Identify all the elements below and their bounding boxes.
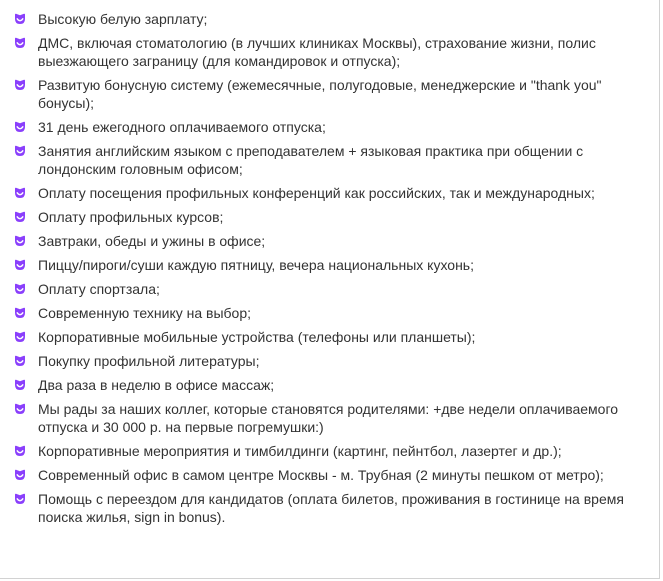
benefit-item — [0, 304, 640, 322]
benefit-text: Современный офис в самом центре Москвы - м. Трубная (2 минуты пешком от метро); — [38, 467, 604, 483]
benefit-item — [0, 328, 640, 346]
benefit-item — [0, 184, 640, 202]
benefit-text: Занятия английским языком с преподавателем + языковая практика при общении с лондонским головным офисом; — [38, 143, 584, 177]
smile-icon — [14, 493, 26, 505]
smile-icon — [14, 211, 26, 223]
benefit-item — [0, 400, 640, 436]
benefit-text: Помощь с переездом для кандидатов (оплата билетов, проживания в гостинице на время поиска жилья, sign in bonus). — [38, 491, 624, 525]
benefit-item — [0, 442, 640, 460]
benefit-item — [0, 232, 640, 250]
smile-icon — [14, 445, 26, 457]
benefit-item — [0, 376, 640, 394]
benefit-text: Корпоративные мобильные устройства (телефоны или планшеты); — [38, 329, 476, 345]
benefit-item — [0, 118, 640, 136]
benefit-text: Современную технику на выбор; — [38, 305, 252, 321]
benefit-text: Покупку профильной литературы; — [38, 353, 260, 369]
benefit-text: Пиццу/пироги/суши каждую пятницу, вечера национальных кухонь; — [38, 257, 474, 273]
smile-icon — [14, 121, 26, 133]
smile-icon — [14, 37, 26, 49]
smile-icon — [14, 187, 26, 199]
smile-icon — [14, 379, 26, 391]
benefit-text: 31 день ежегодного оплачиваемого отпуска; — [38, 119, 326, 135]
smile-icon — [14, 259, 26, 271]
smile-icon — [14, 469, 26, 481]
smile-icon — [14, 331, 26, 343]
smile-icon — [14, 145, 26, 157]
benefit-text: Высокую белую зарплату; — [38, 11, 208, 27]
benefit-item — [0, 490, 640, 526]
benefit-text: Корпоративные мероприятия и тимбилдинги (картинг, пейнтбол, лазертег и др.); — [38, 443, 562, 459]
benefit-item — [0, 208, 640, 226]
benefit-text: Развитую бонусную систему (ежемесячные, полугодовые, менеджерские и "thank you" бонусы); — [38, 77, 602, 111]
benefit-text: Оплату посещения профильных конференций как российских, так и международных; — [38, 185, 595, 201]
smile-icon — [14, 403, 26, 415]
benefit-item — [0, 466, 640, 484]
benefit-item — [0, 10, 640, 28]
smile-icon — [14, 235, 26, 247]
smile-icon — [14, 13, 26, 25]
benefit-text: Мы рады за наших коллег, которые становятся родителями: +две недели оплачиваемого отпуска и 30 000 р. на первые погремушки:) — [38, 401, 619, 435]
benefit-text: Два раза в неделю в офисе массаж; — [38, 377, 275, 393]
benefit-item — [0, 352, 640, 370]
benefit-item — [0, 34, 640, 70]
benefit-item — [0, 76, 640, 112]
smile-icon — [14, 355, 26, 367]
benefit-item — [0, 256, 640, 274]
smile-icon — [14, 307, 26, 319]
benefit-text: Оплату профильных курсов; — [38, 209, 224, 225]
smile-icon — [14, 79, 26, 91]
smile-icon — [14, 283, 26, 295]
benefit-item — [0, 142, 640, 178]
benefit-item — [0, 280, 640, 298]
benefit-text: Завтраки, обеды и ужины в офисе; — [38, 233, 266, 249]
benefit-text: Оплату спортзала; — [38, 281, 160, 297]
benefit-text: ДМС, включая стоматологию (в лучших клиниках Москвы), страхование жизни, полис выезжающего заграницу (для командировок и отпуска); — [38, 35, 596, 69]
